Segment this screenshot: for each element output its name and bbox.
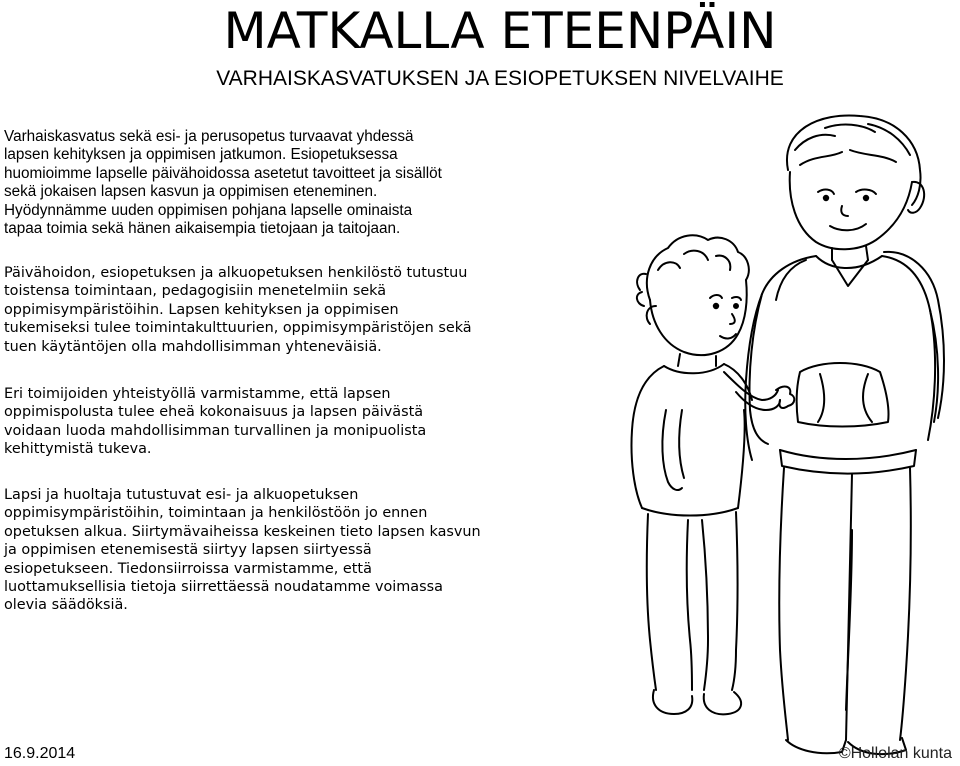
two-children-drawing-icon <box>620 110 960 766</box>
paragraph-3 <box>4 385 624 459</box>
paragraph-line: toistensa toimintaan, pedagogisiin menetelmiin sekä <box>4 283 387 300</box>
paragraph-line: Eri toimijoiden yhteistyöllä varmistamme, että lapsen <box>4 386 391 402</box>
paragraph-line: sekä jokaisen lapsen kasvun ja oppimisen eteneminen. <box>4 183 378 201</box>
paragraph-line: luottamuksellisia tietoja siirrettäessä noudatamme voimassa <box>4 579 443 596</box>
paragraph-line: lapsen kehityksen ja oppimisen jatkumon. Esiopetuksessa <box>4 146 398 164</box>
paragraph-line: ja oppimisen etenemisestä siirtyy lapsen siirtyessä <box>4 542 372 559</box>
footer-date: 16.9.2014 <box>4 745 76 762</box>
paragraph-line: oppimisympäristöihin. Lapsen kehityksen ja oppimisen <box>4 301 399 318</box>
paragraph-line: tapaa toimia sekä hänen aikaisempia tietojaan ja taitojaan. <box>4 220 401 238</box>
paragraph-2 <box>4 264 624 356</box>
page-title: MATKALLA ETEENPÄIN <box>223 2 777 60</box>
paragraph-line: opetuksen alkua. Siirtymävaiheissa keskeinen tieto lapsen kasvun <box>4 523 481 540</box>
footer-copyright: ©Hollolan kunta <box>838 745 952 762</box>
paragraph-line: Varhaiskasvatus sekä esi- ja perusopetus turvaavat yhdessä <box>4 128 414 145</box>
paragraph-line: kehittymistä tukeva. <box>4 441 152 458</box>
paragraph-line: Päivähoidon, esiopetuksen ja alkuopetuksen henkilöstö tutustuu <box>4 265 468 281</box>
paragraph-line: huomioimme lapselle päivähoidossa asetetut tavoitteet ja sisällöt <box>4 164 442 182</box>
paragraph-line: Lapsi ja huoltaja tutustuvat esi- ja alkuopetuksen <box>4 487 359 503</box>
paragraph-line: voidaan luoda mahdollisimman turvallinen ja monipuolista <box>4 422 427 439</box>
paragraph-line: oppimisympäristöihin, toimintaan ja henkilöstöön jo ennen <box>4 505 428 522</box>
paragraph-line: Hyödynnämme uuden oppimisen pohjana lapselle ominaista <box>4 201 413 219</box>
paragraph-line: esiopetukseen. Tiedonsiirroissa varmistamme, että <box>4 560 372 577</box>
older-boy-figure <box>745 115 944 754</box>
paragraph-line: oppimispolusta tulee eheä kokonaisuus ja lapsen päivästä <box>4 404 424 421</box>
paragraph-line: tukemiseksi tulee toimintakulttuurien, oppimisympäristöjen sekä <box>4 320 472 337</box>
page-subtitle: VARHAISKASVATUKSEN JA ESIOPETUKSEN NIVELVAIHE <box>216 67 784 90</box>
paragraph-line: olevia säädöksiä. <box>4 597 128 614</box>
paragraph-4 <box>4 486 624 615</box>
paragraph-line: tuen käytäntöjen olla mahdollisimman yhteneväisiä. <box>4 338 382 355</box>
younger-boy-figure <box>631 235 794 714</box>
paragraph-1 <box>4 128 604 238</box>
